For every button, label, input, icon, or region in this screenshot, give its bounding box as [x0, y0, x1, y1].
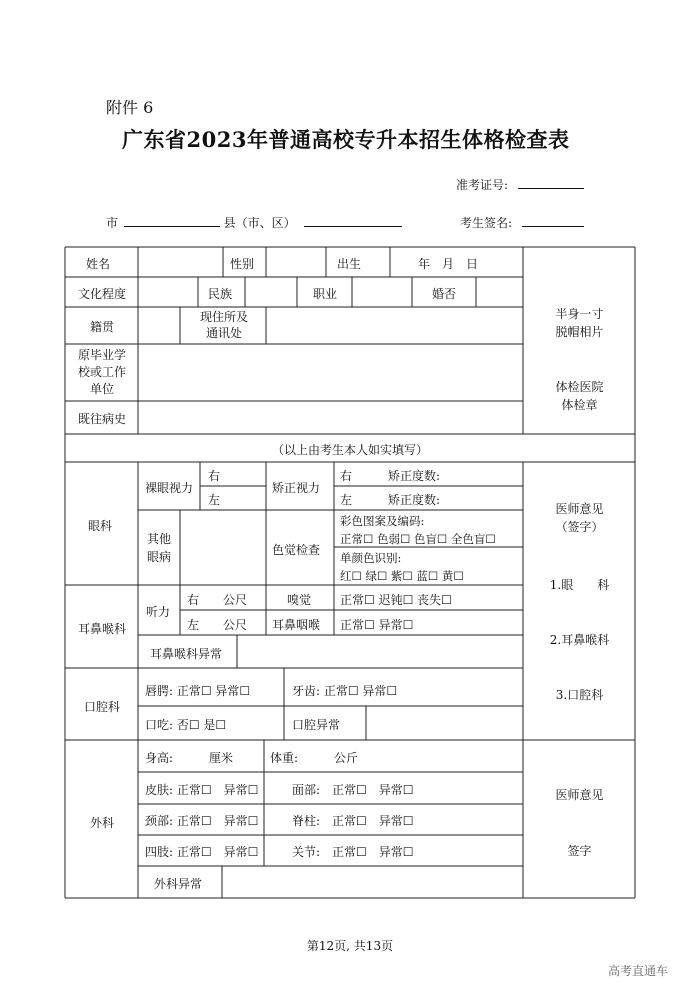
birth-format: 年 月 日	[418, 257, 479, 271]
self-fill-note: （以上由考生本人如实填写）	[271, 443, 428, 457]
smell-options[interactable]: 正常☐ 迟钝☐ 丧失☐	[340, 593, 452, 607]
color-vision-label: 色觉检查	[272, 543, 321, 557]
address-label: 现住所及 通讯处	[199, 310, 248, 340]
height-field[interactable]: 身高: 厘米	[145, 751, 234, 765]
spine-options[interactable]: 脊柱: 正常☐ 异常☐	[292, 814, 414, 828]
left-correction-label: 左 矫正度数:	[340, 493, 441, 507]
signature-field	[460, 212, 584, 231]
oral-abnormal-label: 口腔异常	[292, 718, 341, 732]
doctor-item-oral: 3.口腔科	[555, 688, 604, 702]
neck-options[interactable]: 颈部: 正常☐ 异常☐	[145, 814, 259, 828]
surgery-doctor-opinion: 医师意见	[555, 788, 604, 802]
surgery-signature-label: 签字	[567, 844, 592, 858]
stutter-options[interactable]: 口吃: 否☐ 是☐	[145, 718, 227, 732]
photo-box-label: 半身一寸 脱帽相片	[555, 307, 604, 339]
smell-label: 嗅觉	[287, 593, 312, 607]
joints-options[interactable]: 关节: 正常☐ 异常☐	[292, 845, 414, 859]
city-line[interactable]	[124, 212, 220, 227]
eye-section-label: 眼科	[88, 519, 113, 533]
history-label: 既往病史	[78, 412, 127, 426]
corrected-vision-label: 矫正视力	[272, 481, 321, 495]
color-pattern-label: 彩色图案及编码:	[340, 514, 425, 528]
page-number: 第12页, 共13页	[306, 939, 394, 953]
hearing-right: 右 公尺	[187, 593, 248, 607]
doctor-opinion-label: 医师意见 （签字）	[555, 502, 604, 534]
naked-left-label: 左	[208, 493, 221, 507]
exam-number-label: 准考证号:	[456, 178, 509, 192]
exam-number-field	[456, 174, 584, 193]
color-pattern-options[interactable]: 正常☐ 色弱☐ 色盲☐ 全色盲☐	[340, 532, 496, 546]
watermark: 高考直通车	[608, 964, 669, 978]
lips-options[interactable]: 唇腭: 正常☐ 异常☐	[145, 684, 251, 698]
marital-label: 婚否	[432, 287, 457, 301]
throat-label: 耳鼻咽喉	[272, 618, 321, 632]
doctor-item-ent: 2.耳鼻喉科	[549, 633, 610, 647]
surgery-section-label: 外科	[90, 816, 115, 830]
oral-section-label: 口腔科	[84, 700, 121, 714]
weight-field[interactable]: 体重: 公斤	[270, 751, 359, 765]
school-label: 原毕业学 校或工作 单位	[77, 348, 126, 396]
birth-label: 出生	[337, 257, 362, 271]
limbs-options[interactable]: 四肢: 正常☐ 异常☐	[145, 845, 259, 859]
attachment-label: 附件 6	[106, 98, 154, 117]
mono-color-label: 单颜色识别:	[340, 551, 402, 565]
education-label: 文化程度	[78, 287, 127, 301]
teeth-options[interactable]: 牙齿: 正常☐ 异常☐	[292, 684, 398, 698]
county-line[interactable]	[304, 212, 402, 227]
exam-number-line[interactable]	[518, 174, 584, 189]
skin-options[interactable]: 皮肤: 正常☐ 异常☐	[145, 783, 259, 797]
mono-color-options[interactable]: 红☐ 绿☐ 紫☐ 蓝☐ 黄☐	[340, 569, 464, 583]
ent-abnormal-label: 耳鼻喉科异常	[150, 647, 223, 661]
signature-line[interactable]	[522, 212, 584, 227]
face-options[interactable]: 面部: 正常☐ 异常☐	[292, 783, 414, 797]
origin-label: 籍贯	[90, 320, 115, 334]
city-label: 市	[106, 216, 119, 230]
ethnicity-label: 民族	[208, 287, 233, 301]
gender-label: 性别	[230, 257, 255, 271]
page-title: 广东省2023年普通高校专升本招生体格检查表	[122, 127, 570, 152]
hearing-label: 听力	[146, 605, 171, 619]
occupation-label: 职业	[313, 287, 338, 301]
surgery-abnormal-label: 外科异常	[154, 877, 203, 891]
ent-section-label: 耳鼻喉科	[78, 622, 127, 636]
naked-vision-label: 裸眼视力	[145, 481, 194, 495]
naked-right-label: 右	[208, 469, 221, 483]
other-eye-disease-label: 其他 眼病	[146, 532, 171, 564]
right-correction-label: 右 矫正度数:	[340, 469, 441, 483]
doctor-item-eye: 1.眼 科	[549, 578, 610, 592]
throat-options[interactable]: 正常☐ 异常☐	[340, 618, 414, 632]
hearing-left: 左 公尺	[187, 618, 248, 632]
signature-label: 考生签名:	[460, 216, 513, 230]
county-label: 县（市、区）	[223, 216, 296, 230]
hospital-seal-label: 体检医院 体检章	[555, 380, 604, 412]
location-field	[106, 212, 402, 231]
name-label: 姓名	[86, 257, 111, 271]
